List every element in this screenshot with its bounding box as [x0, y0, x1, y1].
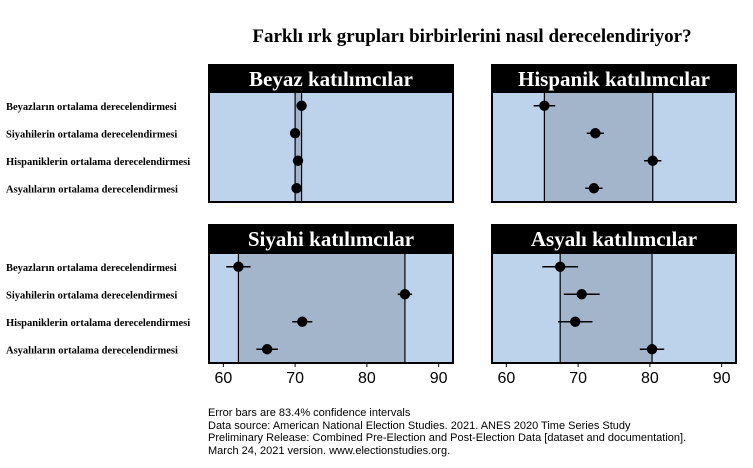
row-label: Siyahilerin ortalama derecelendirmesi — [6, 129, 178, 141]
data-point — [400, 289, 410, 299]
data-point — [590, 128, 600, 138]
x-tick-label: 90 — [429, 370, 448, 387]
row-label: Asyalıların ortalama derecelendirmesi — [6, 184, 178, 196]
x-tick-label: 70 — [569, 370, 588, 387]
data-point — [647, 344, 657, 354]
panel-title: Beyaz katılımcılar — [249, 67, 413, 91]
caption-line: Preliminary Release: Combined Pre-Election and Post-Election Data [dataset and documentation]. — [208, 432, 687, 444]
data-point — [539, 101, 549, 111]
data-point — [291, 183, 301, 193]
panel-title: Hispanik katılımcılar — [518, 67, 710, 91]
data-point — [262, 344, 272, 354]
range-band — [544, 92, 652, 202]
x-tick-label: 60 — [497, 370, 516, 387]
range-band — [560, 253, 652, 363]
data-point — [570, 317, 580, 327]
data-point — [555, 262, 565, 272]
row-label: Siyahilerin ortalama derecelendirmesi — [6, 290, 178, 302]
x-tick-label: 70 — [286, 370, 305, 387]
chart-caption — [208, 407, 748, 457]
row-label: Hispaniklerin ortalama derecelendirmesi — [6, 156, 191, 168]
data-point — [648, 156, 658, 166]
panel-title: Siyahi katılımcılar — [247, 227, 415, 251]
panels — [6, 64, 737, 387]
row-label: Beyazların ortalama derecelendirmesi — [6, 101, 177, 113]
row-label: Asyalıların ortalama derecelendirmesi — [6, 345, 178, 357]
panel — [6, 64, 454, 202]
data-point — [290, 128, 300, 138]
panel — [6, 224, 454, 387]
panel — [491, 64, 737, 202]
chart-title: Farklı ırk grupları birbirlerini nasıl derecelendiriyor? — [252, 26, 692, 47]
panel — [491, 224, 737, 387]
data-point — [296, 101, 306, 111]
row-label: Hispaniklerin ortalama derecelendirmesi — [6, 317, 191, 329]
data-point — [297, 317, 307, 327]
caption-line: Data source: American National Election Studies. 2021. ANES 2020 Time Series Study — [208, 419, 631, 432]
panel-background — [209, 92, 453, 202]
caption-line: March 24, 2021 version. www.electionstudies.org. — [208, 444, 451, 457]
caption-line: Error bars are 83.4% confidence intervals — [208, 407, 411, 419]
panel-title: Asyalı katılımcılar — [530, 227, 698, 251]
x-tick-label: 80 — [640, 370, 659, 387]
data-point — [589, 183, 599, 193]
x-tick-label: 80 — [357, 370, 376, 387]
data-point — [233, 262, 243, 272]
data-point — [293, 156, 303, 166]
row-label: Beyazların ortalama derecelendirmesi — [6, 262, 177, 274]
data-point — [577, 289, 587, 299]
x-tick-label: 90 — [712, 370, 731, 387]
x-tick-label: 60 — [214, 370, 233, 387]
